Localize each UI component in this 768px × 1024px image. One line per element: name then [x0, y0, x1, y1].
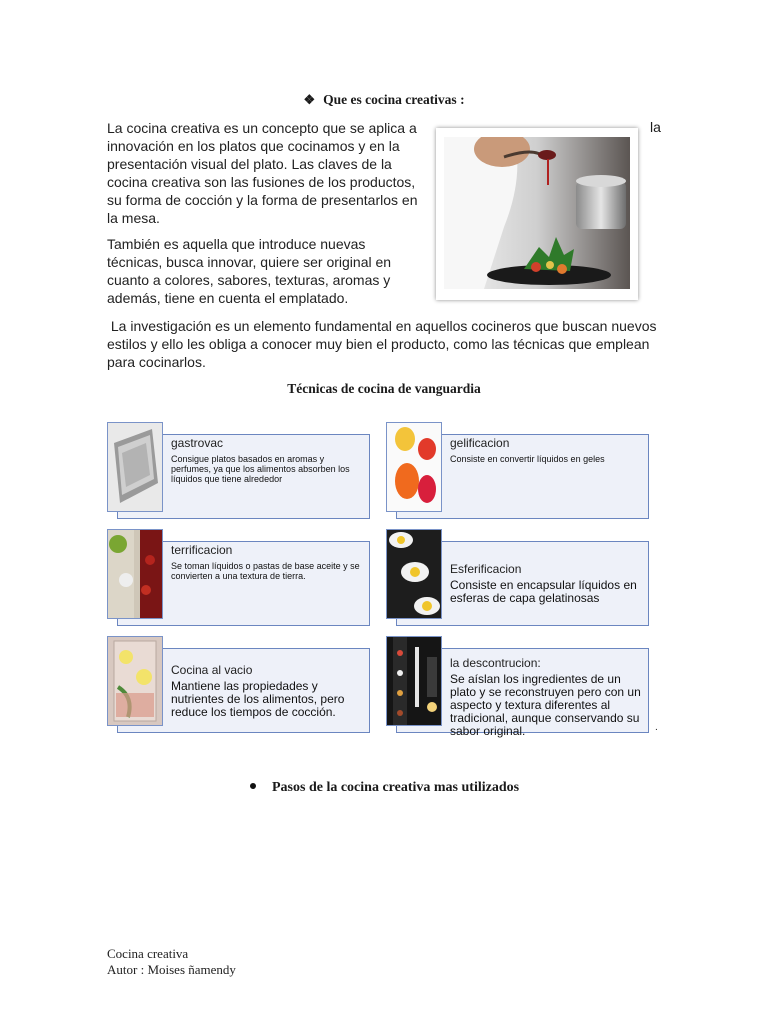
card-title: gastrovac	[171, 436, 224, 450]
card-description: Consiste en convertir líquidos en geles	[450, 454, 605, 464]
paragraph-line: También es aquella que introduce nuevas	[107, 236, 366, 252]
bullet-dot-icon	[250, 783, 256, 789]
second-paragraph	[107, 235, 427, 307]
terrificacion-image	[107, 529, 163, 619]
card-description: Consigue platos basados en aromas y perfumes, ya que los alimentos absorben los líquidos que tiene alrededor	[171, 454, 350, 484]
gastrovac-image	[107, 422, 163, 512]
paragraph-tail-word: la	[650, 119, 661, 135]
techniques-heading: Técnicas de cocina de vanguardia	[287, 381, 481, 396]
chef-plating-photo	[436, 128, 638, 300]
trailing-mark: .	[655, 722, 658, 733]
paragraph-line: además, tiene en cuenta el emplatado.	[107, 290, 349, 306]
steps-title: Pasos de la cocina creativa mas utilizados	[272, 780, 520, 795]
technique-card-descontrucion	[386, 636, 649, 738]
paragraph-line: La investigación es un elemento fundamental en aquellos cocineros que buscan nuevos	[107, 318, 657, 334]
technique-card-gastrovac	[107, 422, 370, 519]
card-description: Se toman líquidos o pastas de base aceite y se convierten a una textura de tierra.	[171, 561, 360, 581]
diamond-bullet-icon: ❖	[303, 92, 316, 107]
section-heading-que-es	[0, 92, 768, 108]
paragraph-line: su forma de cocción y la forma de presentarlos en	[107, 192, 418, 208]
paragraph-line: la mesa.	[107, 210, 160, 226]
section-title: Que es cocina creativas :	[323, 92, 465, 107]
card-title: gelificacion	[450, 436, 510, 450]
card-title: la descontrucion:	[450, 656, 541, 670]
card-description: Se aíslan los ingredientes de un plato y se reconstruyen pero con un aspecto y textura diferentes al tradicional, aunque conservando su sabor original.	[450, 672, 641, 738]
card-title: terrificacion	[171, 543, 233, 557]
esferificacion-image	[386, 529, 442, 619]
paragraph-line: presentación visual del plato. Las claves de la	[107, 156, 392, 172]
paragraph-line: cocina creativa son las fusiones de los productos,	[107, 174, 416, 190]
footer-author: Autor : Moises ñamendy	[107, 962, 236, 977]
technique-card-esferificacion	[386, 529, 649, 626]
research-paragraph	[107, 317, 667, 371]
technique-card-cocina-al-vacio	[107, 636, 370, 733]
paragraph-line: innovación en los platos que cocinamos y en la	[107, 138, 400, 154]
paragraph-line: técnicas, busca innovar, quiere ser original en	[107, 254, 392, 270]
card-description: Mantiene las propiedades y nutrientes de los alimentos, pero reduce los tiempos de cocción.	[171, 679, 345, 719]
card-title: Esferificacion	[450, 562, 522, 576]
intro-paragraph	[107, 119, 427, 227]
technique-card-terrificacion	[107, 529, 370, 626]
footer-title: Cocina creativa	[107, 946, 189, 961]
paragraph-line: estilos y ello les obliga a conocer muy bien el producto, como las técnicas que emplean	[107, 336, 650, 352]
technique-card-gelificacion	[386, 422, 649, 519]
paragraph-line: cuanto a colores, sabores, texturas, aromas y	[107, 272, 391, 288]
cocina-al-vacio-image	[107, 636, 163, 726]
gelificacion-image	[386, 422, 442, 512]
card-title: Cocina al vacio	[171, 663, 253, 677]
paragraph-line: para cocinarlos.	[107, 354, 206, 370]
card-description: Consiste en encapsular líquidos en esferas de capa gelatinosas	[450, 578, 637, 605]
descontrucion-image	[386, 636, 442, 726]
steps-heading	[250, 780, 519, 796]
paragraph-line: La cocina creativa es un concepto que se aplica a	[107, 120, 417, 136]
